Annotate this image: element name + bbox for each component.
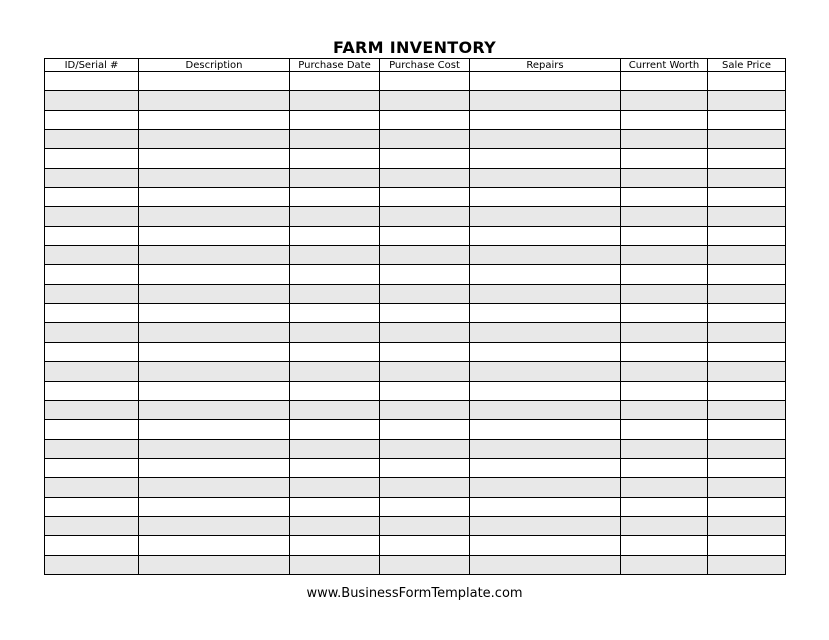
table-cell-description[interactable]: [139, 130, 290, 149]
table-cell-current-worth[interactable]: [621, 439, 708, 458]
table-cell-purchase-date[interactable]: [290, 439, 380, 458]
table-cell-purchase-date[interactable]: [290, 91, 380, 110]
table-cell-purchase-cost[interactable]: [380, 72, 470, 91]
table-row: [45, 168, 786, 187]
table-cell-description[interactable]: [139, 91, 290, 110]
table-cell-repairs[interactable]: [470, 130, 621, 149]
table-cell-description[interactable]: [139, 207, 290, 226]
column-header-sale-price: Sale Price: [708, 59, 786, 72]
table-cell-id-serial[interactable]: [45, 381, 139, 400]
table-cell-repairs[interactable]: [470, 400, 621, 419]
table-cell-purchase-date[interactable]: [290, 304, 380, 323]
inventory-table-body: [45, 72, 786, 575]
table-cell-repairs[interactable]: [470, 168, 621, 187]
table-cell-repairs[interactable]: [470, 110, 621, 129]
table-row: [45, 149, 786, 168]
table-cell-purchase-date[interactable]: [290, 188, 380, 207]
table-cell-current-worth[interactable]: [621, 91, 708, 110]
table-cell-description[interactable]: [139, 478, 290, 497]
table-cell-purchase-cost[interactable]: [380, 91, 470, 110]
table-cell-purchase-date[interactable]: [290, 207, 380, 226]
table-cell-purchase-cost[interactable]: [380, 516, 470, 535]
table-cell-current-worth[interactable]: [621, 400, 708, 419]
table-cell-current-worth[interactable]: [621, 381, 708, 400]
table-cell-purchase-date[interactable]: [290, 342, 380, 361]
table-cell-id-serial[interactable]: [45, 439, 139, 458]
table-cell-current-worth[interactable]: [621, 130, 708, 149]
table-cell-id-serial[interactable]: [45, 420, 139, 439]
table-cell-purchase-cost[interactable]: [380, 207, 470, 226]
table-cell-purchase-cost[interactable]: [380, 497, 470, 516]
table-cell-sale-price[interactable]: [708, 246, 786, 265]
column-header-purchase-date: Purchase Date: [290, 59, 380, 72]
table-cell-purchase-cost[interactable]: [380, 420, 470, 439]
table-cell-sale-price[interactable]: [708, 439, 786, 458]
table-cell-repairs[interactable]: [470, 342, 621, 361]
table-cell-current-worth[interactable]: [621, 342, 708, 361]
table-row: [45, 110, 786, 129]
table-cell-repairs[interactable]: [470, 265, 621, 284]
table-cell-id-serial[interactable]: [45, 168, 139, 187]
table-cell-purchase-date[interactable]: [290, 400, 380, 419]
table-cell-purchase-date[interactable]: [290, 516, 380, 535]
table-cell-purchase-date[interactable]: [290, 246, 380, 265]
table-row: [45, 342, 786, 361]
table-cell-description[interactable]: [139, 381, 290, 400]
table-cell-description[interactable]: [139, 497, 290, 516]
table-cell-sale-price[interactable]: [708, 265, 786, 284]
table-cell-sale-price[interactable]: [708, 458, 786, 477]
table-cell-purchase-cost[interactable]: [380, 246, 470, 265]
table-cell-sale-price[interactable]: [708, 400, 786, 419]
table-cell-description[interactable]: [139, 304, 290, 323]
column-header-current-worth: Current Worth: [621, 59, 708, 72]
table-cell-current-worth[interactable]: [621, 207, 708, 226]
table-cell-description[interactable]: [139, 420, 290, 439]
table-row: [45, 265, 786, 284]
table-cell-id-serial[interactable]: [45, 72, 139, 91]
table-cell-purchase-date[interactable]: [290, 458, 380, 477]
table-cell-purchase-cost[interactable]: [380, 555, 470, 574]
table-cell-current-worth[interactable]: [621, 226, 708, 245]
header-row: [45, 59, 786, 72]
table-cell-purchase-cost[interactable]: [380, 149, 470, 168]
table-cell-id-serial[interactable]: [45, 149, 139, 168]
table-cell-purchase-date[interactable]: [290, 110, 380, 129]
table-cell-description[interactable]: [139, 72, 290, 91]
table-cell-repairs[interactable]: [470, 536, 621, 555]
table-cell-current-worth[interactable]: [621, 265, 708, 284]
table-cell-purchase-date[interactable]: [290, 420, 380, 439]
table-cell-description[interactable]: [139, 284, 290, 303]
table-cell-purchase-cost[interactable]: [380, 478, 470, 497]
table-cell-id-serial[interactable]: [45, 536, 139, 555]
table-cell-sale-price[interactable]: [708, 362, 786, 381]
table-cell-id-serial[interactable]: [45, 555, 139, 574]
table-cell-sale-price[interactable]: [708, 478, 786, 497]
table-cell-current-worth[interactable]: [621, 478, 708, 497]
table-cell-sale-price[interactable]: [708, 516, 786, 535]
table-cell-repairs[interactable]: [470, 149, 621, 168]
table-cell-id-serial[interactable]: [45, 304, 139, 323]
table-cell-purchase-cost[interactable]: [380, 439, 470, 458]
table-cell-purchase-date[interactable]: [290, 72, 380, 91]
table-cell-id-serial[interactable]: [45, 110, 139, 129]
table-cell-purchase-cost[interactable]: [380, 536, 470, 555]
table-cell-repairs[interactable]: [470, 458, 621, 477]
table-cell-id-serial[interactable]: [45, 516, 139, 535]
column-header-id-serial: ID/Serial #: [45, 59, 139, 72]
table-cell-purchase-date[interactable]: [290, 130, 380, 149]
table-cell-repairs[interactable]: [470, 362, 621, 381]
table-row: [45, 516, 786, 535]
table-row: [45, 458, 786, 477]
table-cell-purchase-date[interactable]: [290, 265, 380, 284]
table-cell-current-worth[interactable]: [621, 246, 708, 265]
table-cell-id-serial[interactable]: [45, 342, 139, 361]
table-cell-current-worth[interactable]: [621, 362, 708, 381]
table-cell-repairs[interactable]: [470, 304, 621, 323]
table-cell-description[interactable]: [139, 439, 290, 458]
table-row: [45, 284, 786, 303]
table-cell-sale-price[interactable]: [708, 381, 786, 400]
table-row: [45, 555, 786, 574]
table-row: [45, 323, 786, 342]
table-cell-sale-price[interactable]: [708, 323, 786, 342]
footer-url: www.BusinessFormTemplate.com: [306, 586, 523, 601]
table-cell-purchase-date[interactable]: [290, 323, 380, 342]
table-row: [45, 130, 786, 149]
table-cell-purchase-date[interactable]: [290, 555, 380, 574]
table-cell-repairs[interactable]: [470, 439, 621, 458]
table-cell-purchase-date[interactable]: [290, 381, 380, 400]
table-cell-description[interactable]: [139, 188, 290, 207]
table-cell-id-serial[interactable]: [45, 458, 139, 477]
table-cell-purchase-cost[interactable]: [380, 168, 470, 187]
table-cell-description[interactable]: [139, 516, 290, 535]
table-cell-current-worth[interactable]: [621, 110, 708, 129]
table-cell-repairs[interactable]: [470, 323, 621, 342]
table-cell-purchase-cost[interactable]: [380, 130, 470, 149]
table-cell-sale-price[interactable]: [708, 226, 786, 245]
table-cell-sale-price[interactable]: [708, 110, 786, 129]
table-cell-sale-price[interactable]: [708, 342, 786, 361]
table-cell-current-worth[interactable]: [621, 555, 708, 574]
table-cell-current-worth[interactable]: [621, 188, 708, 207]
table-cell-description[interactable]: [139, 342, 290, 361]
table-cell-sale-price[interactable]: [708, 497, 786, 516]
table-cell-purchase-cost[interactable]: [380, 362, 470, 381]
table-cell-repairs[interactable]: [470, 91, 621, 110]
table-cell-repairs[interactable]: [470, 226, 621, 245]
table-cell-id-serial[interactable]: [45, 207, 139, 226]
table-cell-repairs[interactable]: [470, 420, 621, 439]
table-cell-purchase-cost[interactable]: [380, 265, 470, 284]
table-cell-purchase-cost[interactable]: [380, 226, 470, 245]
table-row: [45, 381, 786, 400]
table-cell-purchase-date[interactable]: [290, 478, 380, 497]
table-cell-purchase-date[interactable]: [290, 536, 380, 555]
table-cell-sale-price[interactable]: [708, 72, 786, 91]
table-cell-purchase-date[interactable]: [290, 149, 380, 168]
table-cell-current-worth[interactable]: [621, 323, 708, 342]
table-cell-purchase-date[interactable]: [290, 226, 380, 245]
table-cell-purchase-cost[interactable]: [380, 110, 470, 129]
table-cell-sale-price[interactable]: [708, 91, 786, 110]
table-cell-sale-price[interactable]: [708, 284, 786, 303]
table-cell-sale-price[interactable]: [708, 130, 786, 149]
table-cell-current-worth[interactable]: [621, 72, 708, 91]
table-cell-current-worth[interactable]: [621, 168, 708, 187]
table-row: [45, 420, 786, 439]
table-row: [45, 497, 786, 516]
table-row: [45, 207, 786, 226]
table-cell-id-serial[interactable]: [45, 265, 139, 284]
table-cell-id-serial[interactable]: [45, 323, 139, 342]
table-cell-current-worth[interactable]: [621, 516, 708, 535]
table-row: [45, 439, 786, 458]
table-cell-purchase-date[interactable]: [290, 168, 380, 187]
table-cell-description[interactable]: [139, 110, 290, 129]
table-cell-repairs[interactable]: [470, 555, 621, 574]
table-cell-repairs[interactable]: [470, 516, 621, 535]
table-cell-repairs[interactable]: [470, 72, 621, 91]
table-cell-repairs[interactable]: [470, 284, 621, 303]
table-cell-id-serial[interactable]: [45, 226, 139, 245]
table-cell-description[interactable]: [139, 458, 290, 477]
table-cell-description[interactable]: [139, 265, 290, 284]
table-cell-id-serial[interactable]: [45, 130, 139, 149]
table-cell-id-serial[interactable]: [45, 497, 139, 516]
table-cell-sale-price[interactable]: [708, 555, 786, 574]
table-cell-id-serial[interactable]: [45, 478, 139, 497]
table-cell-repairs[interactable]: [470, 381, 621, 400]
table-cell-id-serial[interactable]: [45, 246, 139, 265]
table-cell-purchase-date[interactable]: [290, 284, 380, 303]
table-cell-purchase-cost[interactable]: [380, 304, 470, 323]
table-row: [45, 478, 786, 497]
table-cell-current-worth[interactable]: [621, 304, 708, 323]
table-cell-sale-price[interactable]: [708, 168, 786, 187]
table-cell-purchase-cost[interactable]: [380, 381, 470, 400]
inventory-table: [44, 58, 786, 575]
table-row: [45, 304, 786, 323]
table-cell-sale-price[interactable]: [708, 304, 786, 323]
table-cell-description[interactable]: [139, 323, 290, 342]
column-header-description: Description: [139, 59, 290, 72]
table-row: [45, 226, 786, 245]
table-cell-description[interactable]: [139, 555, 290, 574]
table-cell-purchase-cost[interactable]: [380, 188, 470, 207]
table-cell-sale-price[interactable]: [708, 149, 786, 168]
table-row: [45, 188, 786, 207]
page-title: FARM INVENTORY: [332, 38, 497, 57]
table-cell-id-serial[interactable]: [45, 284, 139, 303]
table-cell-id-serial[interactable]: [45, 400, 139, 419]
table-row: [45, 536, 786, 555]
table-cell-current-worth[interactable]: [621, 149, 708, 168]
table-cell-current-worth[interactable]: [621, 284, 708, 303]
table-row: [45, 91, 786, 110]
table-cell-description[interactable]: [139, 362, 290, 381]
table-cell-id-serial[interactable]: [45, 188, 139, 207]
table-cell-sale-price[interactable]: [708, 207, 786, 226]
table-cell-repairs[interactable]: [470, 478, 621, 497]
table-cell-purchase-cost[interactable]: [380, 400, 470, 419]
table-cell-repairs[interactable]: [470, 188, 621, 207]
table-row: [45, 72, 786, 91]
table-row: [45, 362, 786, 381]
column-header-repairs: Repairs: [470, 59, 621, 72]
table-cell-id-serial[interactable]: [45, 362, 139, 381]
table-cell-purchase-cost[interactable]: [380, 284, 470, 303]
table-cell-current-worth[interactable]: [621, 420, 708, 439]
table-cell-repairs[interactable]: [470, 497, 621, 516]
table-cell-sale-price[interactable]: [708, 188, 786, 207]
table-cell-purchase-date[interactable]: [290, 362, 380, 381]
table-cell-description[interactable]: [139, 246, 290, 265]
table-row: [45, 400, 786, 419]
table-cell-id-serial[interactable]: [45, 91, 139, 110]
table-cell-repairs[interactable]: [470, 207, 621, 226]
table-cell-current-worth[interactable]: [621, 536, 708, 555]
table-cell-purchase-cost[interactable]: [380, 458, 470, 477]
table-cell-repairs[interactable]: [470, 246, 621, 265]
table-cell-description[interactable]: [139, 226, 290, 245]
table-row: [45, 246, 786, 265]
table-cell-purchase-cost[interactable]: [380, 323, 470, 342]
table-cell-description[interactable]: [139, 168, 290, 187]
table-cell-purchase-date[interactable]: [290, 497, 380, 516]
table-cell-description[interactable]: [139, 400, 290, 419]
table-cell-description[interactable]: [139, 149, 290, 168]
table-cell-current-worth[interactable]: [621, 497, 708, 516]
table-cell-sale-price[interactable]: [708, 536, 786, 555]
table-cell-sale-price[interactable]: [708, 420, 786, 439]
table-cell-purchase-cost[interactable]: [380, 342, 470, 361]
column-header-purchase-cost: Purchase Cost: [380, 59, 470, 72]
table-cell-current-worth[interactable]: [621, 458, 708, 477]
table-cell-description[interactable]: [139, 536, 290, 555]
